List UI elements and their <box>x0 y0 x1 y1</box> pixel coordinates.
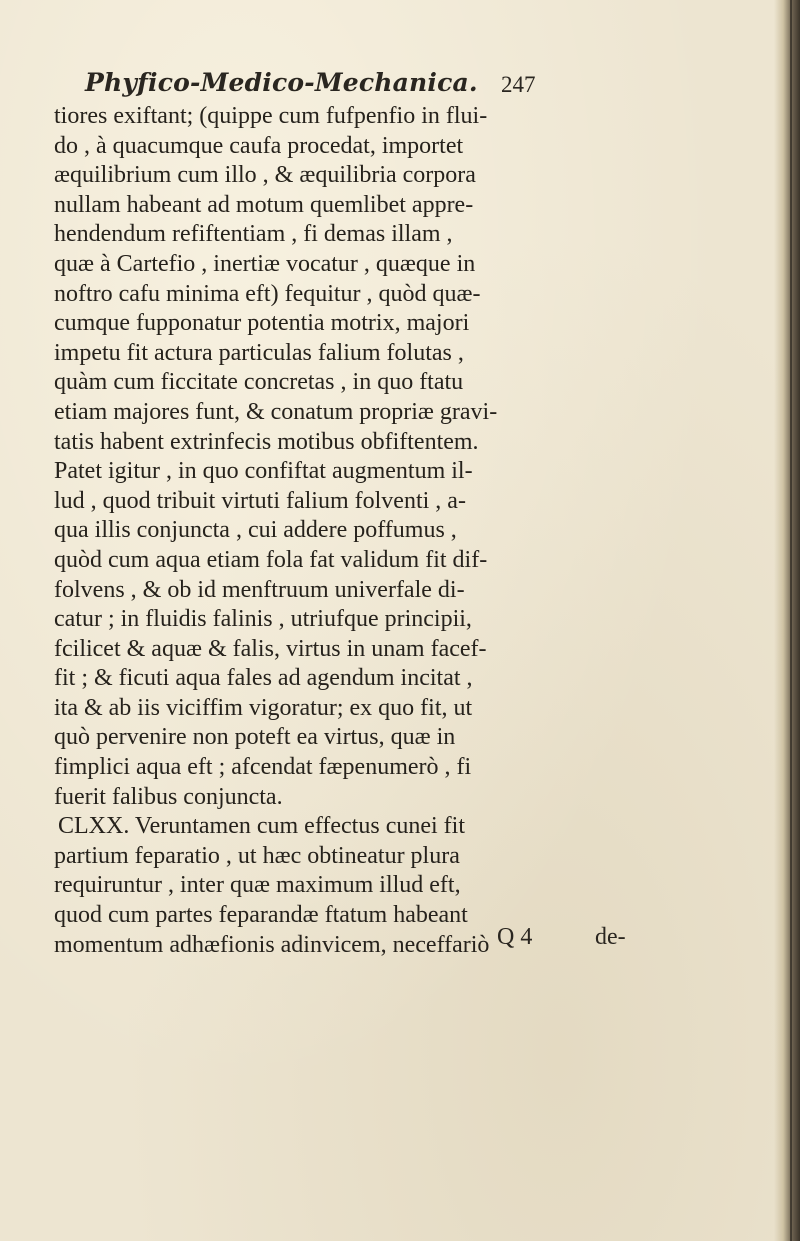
section-start-line: CLXX. Veruntamen cum effectus cunei fit <box>58 813 465 840</box>
signature-mark: Q 4 <box>497 924 533 950</box>
text-line: folvens , & ob id menftruum univerfale di- <box>54 576 465 603</box>
text-line: lud , quod tribuit virtuti falium folventi , a- <box>54 487 466 514</box>
page-edge-line <box>790 0 792 1241</box>
text-line: fuerit falibus conjuncta. <box>54 783 283 810</box>
catchword: de- <box>595 924 626 950</box>
text-line: catur ; in fluidis falinis , utriufque principii, <box>54 606 472 633</box>
text-line: fit ; & ficuti aqua fales ad agendum incitat , <box>54 665 473 692</box>
running-head-title: Phyfico-Medico-Mechanica. <box>85 68 478 97</box>
text-line: tiores exiftant; (quippe cum fufpenfio in flui- <box>54 103 488 129</box>
text-line: cumque fupponatur potentia motrix, majori <box>54 310 470 337</box>
text-line: Patet igitur , in quo confiftat augmentum il- <box>54 458 473 485</box>
text-line: æquilibrium cum illo , & æquilibria corpora <box>54 162 476 189</box>
text-line: partium feparatio , ut hæc obtineatur plura <box>54 842 460 869</box>
text-line: requiruntur , inter quæ maximum illud eft, <box>54 872 461 899</box>
text-line: fimplici aqua eft ; afcendat fæpenumerò , fi <box>54 754 472 781</box>
text-line: quæ à Cartefio , inertiæ vocatur , quæque in <box>54 250 476 277</box>
text-line: quòd cum aqua etiam fola fat validum fit dif- <box>54 546 488 573</box>
page-footer <box>0 924 800 954</box>
text-line: quò pervenire non poteft ea virtus, quæ in <box>54 724 456 751</box>
text-line: momentum adhæfionis adinvicem, neceffariò <box>54 931 490 958</box>
text-line: etiam majores funt, & conatum propriæ gravi- <box>54 398 498 425</box>
text-line: noftro cafu minima eft) fequitur , quòd quæ- <box>54 280 481 307</box>
text-line: fcilicet & aquæ & falis, virtus in unam facef- <box>54 635 487 662</box>
body-text <box>54 102 754 960</box>
page-number: 247 <box>501 72 536 97</box>
text-line: quàm cum ficcitate concretas , in quo ftatu <box>54 369 464 396</box>
text-line: tatis habent extrinfecis motibus obfiftentem. <box>54 428 479 455</box>
text-line: quod cum partes feparandæ ftatum habeant <box>54 902 468 929</box>
text-line: impetu fit actura particulas falium folutas , <box>54 339 464 366</box>
text-line: nullam habeant ad motum quemlibet appre- <box>54 191 474 218</box>
text-line: ita & ab iis viciffim vigoratur; ex quo fit, ut <box>54 694 473 721</box>
text-line: qua illis conjuncta , cui addere poffumus , <box>54 517 457 544</box>
page-edge-shadow <box>774 0 800 1241</box>
text-line: do , à quacumque caufa procedat, importet <box>54 132 464 159</box>
text-line: hendendum refiftentiam , fi demas illam , <box>54 221 453 248</box>
